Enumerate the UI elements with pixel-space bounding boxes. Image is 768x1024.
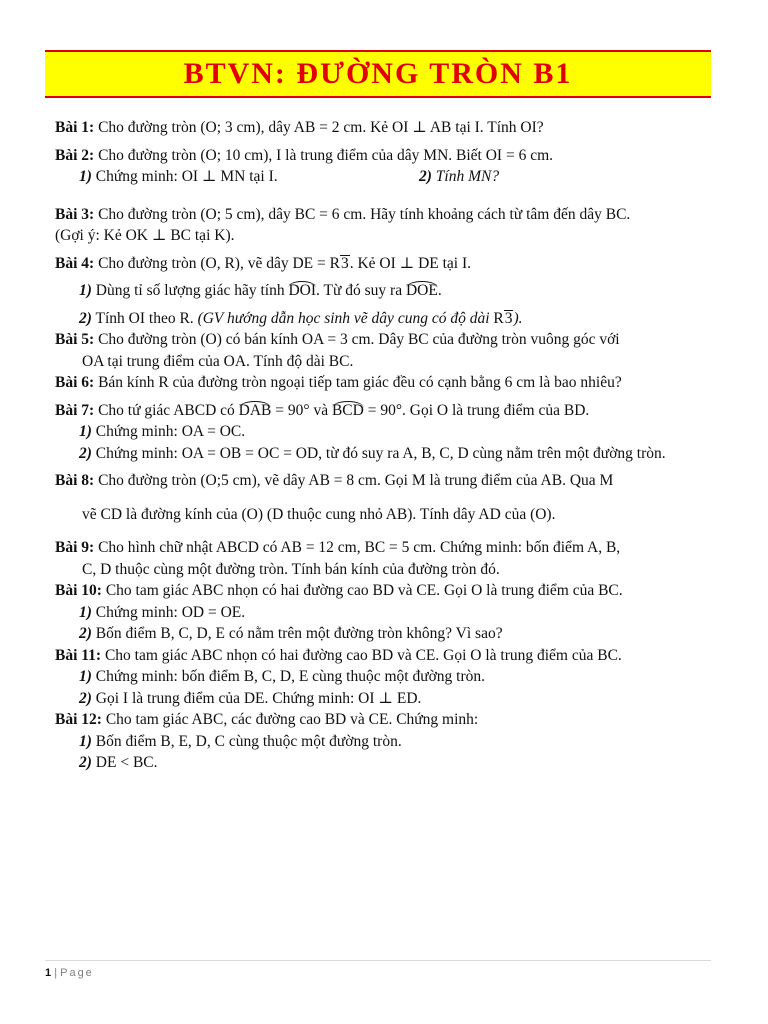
footer-separator: | xyxy=(54,967,58,979)
exercise-7 xyxy=(55,400,735,422)
exercise-text: = 90° và xyxy=(275,401,329,419)
exercise-4 xyxy=(55,253,735,275)
sub-question-number: 2) xyxy=(79,444,92,462)
exercise-label: Bài 2: xyxy=(55,146,95,164)
sub-question xyxy=(55,688,735,710)
exercise-2 xyxy=(55,145,735,167)
exercise-text: Cho đường tròn (O) có bán kính OA = 3 cm. Dây BC của đường tròn vuông góc với xyxy=(98,331,620,348)
arc-angle: DOE xyxy=(405,282,438,299)
sub-question-text: Chứng minh: OI ⊥ MN tại I. xyxy=(95,168,278,185)
sub-question-number: 2) xyxy=(419,168,432,185)
exercise-5-continued: OA tại trung điểm của OA. Tính độ dài BC. xyxy=(82,352,354,370)
sub-question-number: 2) xyxy=(79,309,92,327)
sub-question-number: 1) xyxy=(79,668,92,685)
sub-question xyxy=(55,602,735,624)
exercise-11 xyxy=(55,645,735,667)
exercise-8-continued: vẽ CD là đường kính của (O) (D thuộc cung nhỏ AB). Tính dây AD của (O). xyxy=(82,505,556,523)
exercise-12 xyxy=(55,709,735,731)
sub-question-number: 1) xyxy=(79,423,92,440)
sub-question-text: Chứng minh: OA = OC. xyxy=(95,423,246,440)
exercise-6 xyxy=(55,372,735,394)
page-label: Page xyxy=(60,967,94,979)
exercise-label: Bài 10: xyxy=(55,582,102,599)
exercise-3-hint: (Gợi ý: Kẻ OK ⊥ BC tại K). xyxy=(55,227,235,244)
sub-question-text: Gọi I là trung điểm của DE. Chứng minh: OI ⊥ ED. xyxy=(95,689,422,707)
sub-question-text: Chứng minh: OD = OE. xyxy=(95,603,246,621)
sub-question xyxy=(55,731,735,753)
sub-question-text: Tính MN? xyxy=(435,168,500,185)
page-footer xyxy=(45,960,711,979)
sub-question-number: 1) xyxy=(79,168,92,185)
exercise-text: Bán kính R của đường tròn ngoại tiếp tam giác đều có cạnh bằng 6 cm là bao nhiêu? xyxy=(98,374,622,391)
sub-question xyxy=(55,166,395,188)
exercise-label: Bài 5: xyxy=(55,331,95,348)
sub-question xyxy=(55,623,735,645)
exercise-text: Cho đường tròn (O; 10 cm), I là trung điểm của dây MN. Biết OI = 6 cm. xyxy=(98,146,554,164)
exercise-10 xyxy=(55,580,735,602)
exercise-label: Bài 12: xyxy=(55,711,102,728)
arc-angle: BCD xyxy=(331,401,364,419)
sub-question xyxy=(55,752,735,774)
exercise-text: Cho đường tròn (O; 3 cm), dây AB = 2 cm. Kẻ OI ⊥ AB tại I. Tính OI? xyxy=(98,119,544,136)
sub-question-number: 1) xyxy=(79,282,92,299)
sub-question-number: 2) xyxy=(79,689,92,707)
exercise-text: Cho đường tròn (O, R), vẽ dây DE = R xyxy=(98,254,340,272)
exercise-label: Bài 3: xyxy=(55,205,95,223)
sub-question-text: Bốn điểm B, C, D, E có nằm trên một đường tròn không? Vì sao? xyxy=(95,625,503,642)
sub-question xyxy=(55,421,735,443)
exercise-2-parts xyxy=(55,166,735,188)
sub-question-text: Dùng tỉ số lượng giác hãy tính xyxy=(95,282,285,299)
exercise-label: Bài 1: xyxy=(55,119,95,136)
exercise-text: Cho tam giác ABC nhọn có hai đường cao BD và CE. Gọi O là trung điểm của BC. xyxy=(105,582,623,599)
sqrt-expression: 3 xyxy=(504,309,513,327)
sub-question-text: . Từ đó suy ra xyxy=(316,282,403,299)
arc-angle: DAB xyxy=(238,401,272,419)
exercise-text: Cho tam giác ABC nhọn có hai đường cao BD và CE. Gọi O là trung điểm của BC. xyxy=(104,646,622,664)
exercise-9-continued: C, D thuộc cùng một đường tròn. Tính bán kính của đường tròn đó. xyxy=(82,560,500,578)
sub-question-number: 2) xyxy=(79,625,92,642)
exercise-5 xyxy=(55,329,735,351)
sub-question-number: 2) xyxy=(79,754,92,771)
sqrt-expression: 3 xyxy=(340,254,349,272)
exercise-label: Bài 9: xyxy=(55,539,95,556)
sub-question xyxy=(55,666,735,688)
sub-question-text: Chứng minh: bốn điểm B, C, D, E cùng thuộc một đường tròn. xyxy=(95,668,486,685)
exercise-text: Cho đường tròn (O; 5 cm), dây BC = 6 cm. Hãy tính khoảng cách từ tâm đến dây BC. xyxy=(98,205,631,223)
exercise-8 xyxy=(55,470,735,492)
exercise-text: Cho tứ giác ABCD có xyxy=(98,401,235,419)
exercise-label: Bài 8: xyxy=(55,472,95,489)
sub-question-text: Bốn điểm B, E, D, C cùng thuộc một đường tròn. xyxy=(95,732,402,750)
arc-angle: DOI xyxy=(288,282,317,299)
exercise-label: Bài 7: xyxy=(55,401,95,419)
exercise-label: Bài 4: xyxy=(55,254,95,272)
exercise-label: Bài 11: xyxy=(55,646,102,664)
sub-question xyxy=(55,443,735,465)
sub-question: 1) Dùng tỉ số lượng giác hãy tính DOI. Từ đó suy ra DOE. xyxy=(79,282,442,299)
exercise-9 xyxy=(55,537,735,559)
sub-question-number: 1) xyxy=(79,732,92,750)
exercise-label: Bài 6: xyxy=(55,374,95,391)
sub-question-text: ). xyxy=(513,309,523,327)
exercise-text: . Kẻ OI ⊥ DE tại I. xyxy=(349,254,472,272)
sub-question-number: 1) xyxy=(79,603,92,621)
exercise-text: Cho đường tròn (O;5 cm), vẽ dây AB = 8 cm. Gọi M là trung điểm của AB. Qua M xyxy=(98,472,614,489)
sub-question-text: DE < BC. xyxy=(95,754,158,771)
exercise-1 xyxy=(55,117,735,139)
exercise-list xyxy=(55,117,735,774)
teacher-hint: (GV hướng dẫn học sinh vẽ dây cung có độ dài xyxy=(197,309,490,327)
exercise-text: = 90°. Gọi O là trung điểm của BD. xyxy=(367,401,590,419)
exercise-text: Cho hình chữ nhật ABCD có AB = 12 cm, BC = 5 cm. Chứng minh: bốn điểm A, B, xyxy=(98,539,621,556)
page-number: 1 xyxy=(45,967,52,979)
sub-question-text: Chứng minh: OA = OB = OC = OD, từ đó suy ra A, B, C, D cùng nằm trên một đường tròn. xyxy=(95,444,666,462)
sub-question-text: R xyxy=(493,309,504,327)
exercise-text: Cho tam giác ABC, các đường cao BD và CE. Chứng minh: xyxy=(105,711,479,728)
title-banner xyxy=(45,50,711,98)
sub-question xyxy=(395,166,735,188)
sub-question-text: Tính OI theo R. xyxy=(95,309,194,327)
exercise-3 xyxy=(55,204,735,226)
sub-question xyxy=(55,308,735,330)
page-title: BTVN: ĐƯỜNG TRÒN B1 xyxy=(183,57,573,90)
